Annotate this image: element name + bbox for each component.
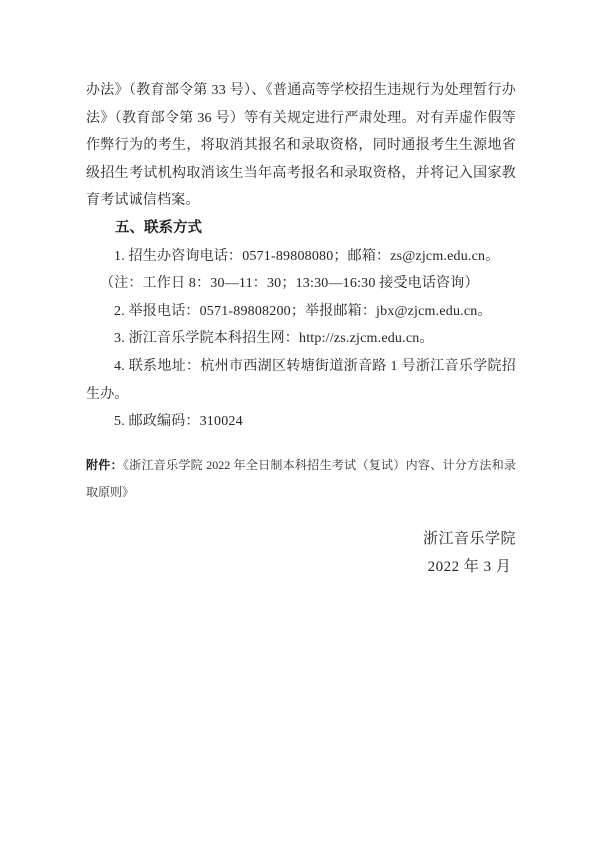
signature-date: 2022 年 3 月 [427,558,512,575]
attachment-note [86,452,516,507]
contact-item-admission-website: 3. 浙江音乐学院本科招生网：http://zs.zjcm.edu.cn。 [114,331,434,347]
contact-item-postal-code: 5. 邮政编码：310024 [114,414,243,430]
signature-org: 浙江音乐学院 [422,530,516,547]
intro-paragraph: 办法》（教育部令第 33 号）、《普通高等学校招生违规行为处理暂行办法》（教育部令第 36 号）等有关规定进行严肃处理。对有弄虚作假等作弊行为的考生，将取消其报名和录取资格，同时通报考生生源地省级招生考试机构取消该生当年高考报名和录取资格，并将记入国家教育考试诚信档案。 [86,83,516,209]
contact-note-office-hours: （注：工作日 8：30—11：30；13:30—16:30 接受电话咨询） [100,276,479,292]
attachment-text: 《浙江音乐学院 2022 年全日制本科招生考试（复试）内容、计分方法和录取原则》 [86,457,516,500]
signature-block [423,525,516,581]
contact-item-admission-phone: 1. 招生办咨询电话：0571-89808080；邮箱：zs@zjcm.edu.cn。 [114,248,500,264]
attachment-label: 附件： [86,457,123,472]
contact-item-report-phone: 2. 举报电话：0571-89808200；举报邮箱：jbx@zjcm.edu.cn。 [114,303,492,319]
section-heading-contact: 五、联系方式 [115,219,202,236]
contact-item-address: 4. 联系地址：杭州市西湖区转塘街道浙音路 1 号浙江音乐学院招生办。 [86,358,516,402]
